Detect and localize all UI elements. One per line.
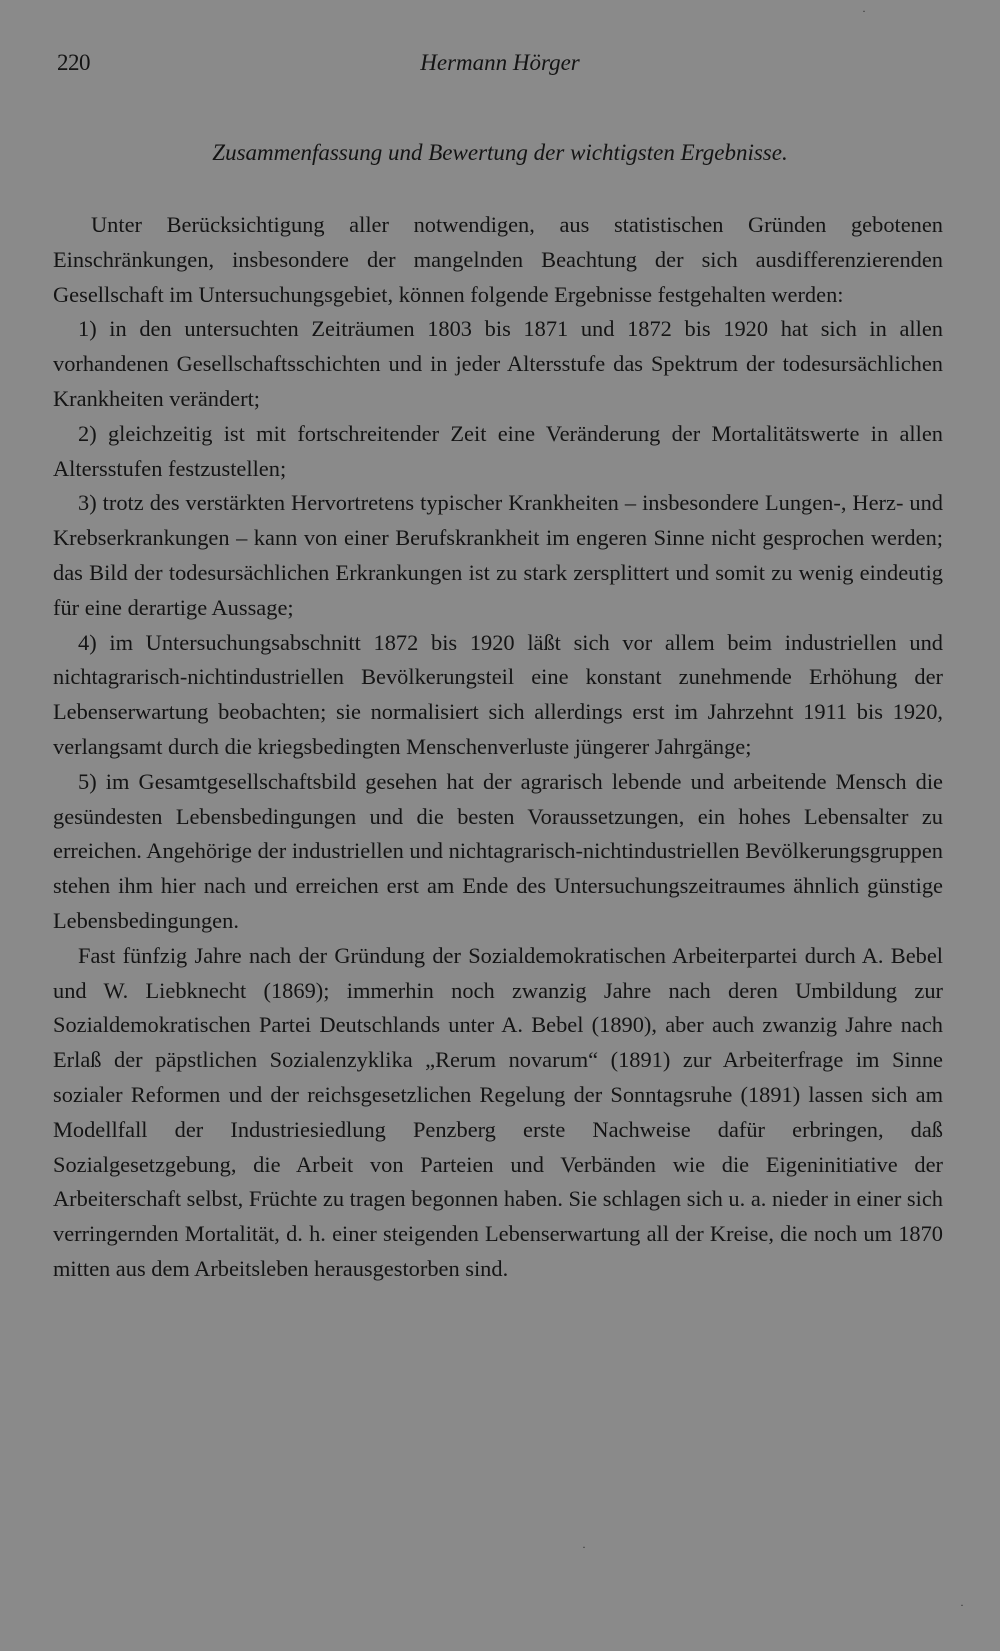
- intro-paragraph: Unter Berücksichtigung aller notwendigen, aus statistischen Gründen gebotenen Einschränkungen, insbesondere der mangelnden Beachtung der sich ausdifferenzierenden Gesellschaft im Untersuchungsgebiet, können folgende Ergebnisse festgehalten werden:: [53, 212, 943, 307]
- finding-3: 3) trotz des verstärkten Hervortretens typischer Krankheiten – insbesondere Lungen-, Herz- und Krebserkrankungen – kann von einer Berufskrankheit im engeren Sinne nicht gesprochen werden; das Bild der todesursächlichen Erkrankungen ist zu stark zersplittert und somit zu wenig eindeutig für eine derartige Aussage;: [53, 490, 943, 620]
- closing-paragraph: Fast fünfzig Jahre nach der Gründung der Sozialdemokratischen Arbeiterpartei durch A. Bebel und W. Liebknecht (1869); immerhin noch zwanzig Jahre nach deren Umbildung zur Sozialdemokratischen Partei Deutschlands unter A. Bebel (1890), aber auch zwanzig Jahre nach Erlaß der päpstlichen Sozialenzyklika „Rerum novarum“ (1891) zur Arbeiterfrage im Sinne sozialer Reformen und der reichsgesetzlichen Regelung der Sonntagsruhe (1891) lassen sich am Modellfall der Industriesiedlung Penzberg erste Nachweise dafür erbringen, daß Sozialgesetzgebung, die Arbeit von Parteien und Verbänden wie die Eigeninitiative der Arbeiterschaft selbst, Früchte zu tragen begonnen haben. Sie schlagen sich u. a. nieder in einer sich verringernden Mortalität, d. h. einer steigenden Lebenserwartung all der Kreise, die noch um 1870 mitten aus dem Arbeitsleben herausgestorben sind.: [53, 942, 943, 1281]
- finding-5: 5) im Gesamtgesellschaftsbild gesehen hat der agrarisch lebende und arbeitende Mensch die gesündesten Lebensbedingungen und die besten Voraussetzungen, ein hohes Lebensalter zu erreichen. Angehörige der industriellen und nichtagrarisch-nichtindustriellen Bevölkerungsgruppen stehen ihm hier nach und erreichen erst am Ende des Untersuchungszeitraumes ähnlich günstige Lebensbedingungen.: [53, 768, 943, 933]
- finding-2: 2) gleichzeitig ist mit fortschreitender Zeit eine Veränderung der Mortalitätswerte in allen Altersstufen festzustellen;: [53, 420, 943, 481]
- body-text: [53, 208, 943, 1287]
- scan-speck: ·: [862, 4, 866, 18]
- scan-speck: ·: [582, 1540, 586, 1554]
- scan-speck: ·: [960, 1598, 964, 1612]
- section-title: Zusammenfassung und Bewertung der wichtigsten Ergebnisse.: [212, 140, 788, 165]
- finding-4: 4) im Untersuchungsabschnitt 1872 bis 1920 läßt sich vor allem beim industriellen und nichtagrarisch-nichtindustriellen Bevölkerungsteil eine konstant zunehmende Erhöhung der Lebenserwartung beobachten; sie normalisiert sich allerdings erst im Jahrzehnt 1911 bis 1920, verlangsamt durch die kriegsbedingten Menschenverluste jüngerer Jahrgänge;: [53, 629, 943, 759]
- page-number: 220: [57, 50, 90, 75]
- running-head: Hermann Hörger: [420, 50, 580, 75]
- finding-1: 1) in den untersuchten Zeiträumen 1803 bis 1871 und 1872 bis 1920 hat sich in allen vorhandenen Gesellschaftsschichten und in jeder Altersstufe das Spektrum der todesursächlichen Krankheiten verändert;: [53, 316, 943, 411]
